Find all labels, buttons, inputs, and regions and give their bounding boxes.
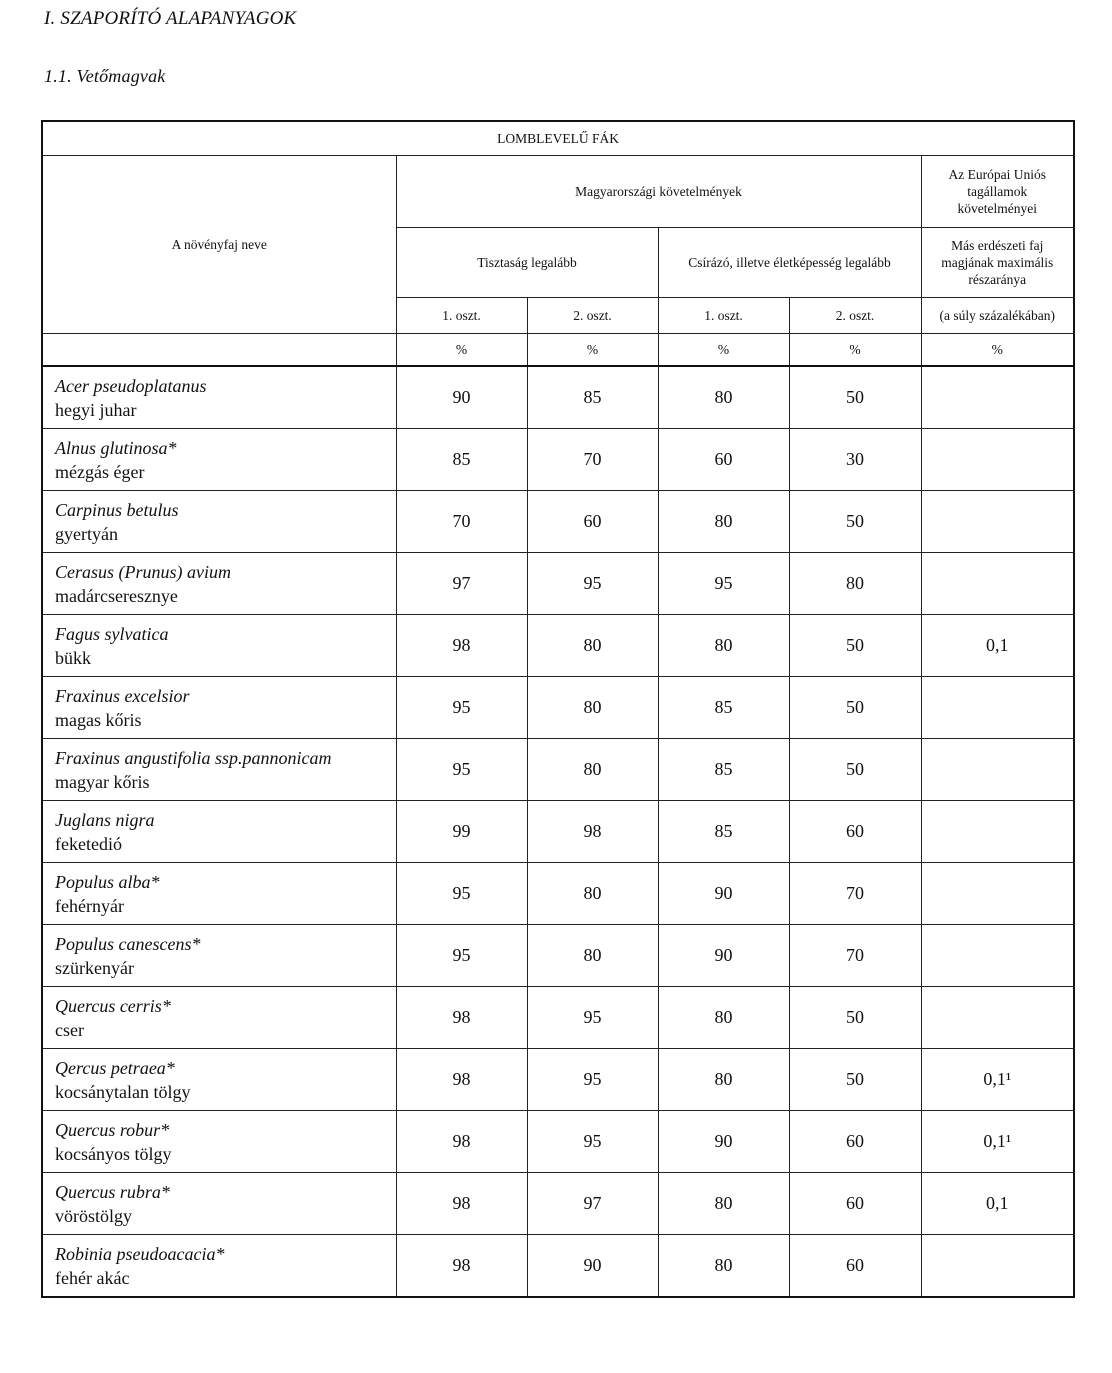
other-species-share-value — [921, 491, 1074, 553]
species-latin-name: Acer pseudoplatanus — [55, 375, 207, 396]
species-latin-name: Qercus petraea* — [55, 1057, 175, 1078]
table-row — [42, 1173, 1074, 1235]
table-row — [42, 429, 1074, 491]
purity-class2-value: 85 — [527, 366, 658, 429]
other-species-share-value — [921, 1235, 1074, 1298]
species-latin-name: Quercus rubra* — [55, 1181, 170, 1202]
species-hungarian-name: magyar kőris — [55, 771, 150, 792]
other-species-share-value: 0,1¹ — [921, 1111, 1074, 1173]
species-latin-name: Quercus cerris* — [55, 995, 171, 1016]
species-cell — [42, 1111, 396, 1173]
species-latin-name: Alnus glutinosa* — [55, 437, 177, 458]
purity-class1-value: 98 — [396, 1235, 527, 1298]
germination-class1-value: 95 — [658, 553, 789, 615]
other-species-share-value — [921, 863, 1074, 925]
other-species-share-value — [921, 739, 1074, 801]
germination-class2-value: 50 — [789, 366, 921, 429]
purity-class1-value: 99 — [396, 801, 527, 863]
unit-label: % — [527, 333, 658, 366]
species-cell — [42, 677, 396, 739]
germination-class2-value: 50 — [789, 987, 921, 1049]
species-cell — [42, 925, 396, 987]
species-hungarian-name: mézgás éger — [55, 461, 145, 482]
table-row — [42, 739, 1074, 801]
other-species-share-value — [921, 987, 1074, 1049]
species-latin-name: Cerasus (Prunus) avium — [55, 561, 231, 582]
species-cell — [42, 863, 396, 925]
species-hungarian-name: gyertyán — [55, 523, 118, 544]
species-hungarian-name: magas kőris — [55, 709, 142, 730]
purity-class2-value: 60 — [527, 491, 658, 553]
germination-class1-value: 90 — [658, 863, 789, 925]
species-hungarian-name: hegyi juhar — [55, 399, 137, 420]
species-cell — [42, 429, 396, 491]
germination-class1-value: 90 — [658, 925, 789, 987]
germination-class1-value: 90 — [658, 1111, 789, 1173]
table-row — [42, 1111, 1074, 1173]
species-cell — [42, 987, 396, 1049]
purity-class2-value: 98 — [527, 801, 658, 863]
species-hungarian-name: madárcseresznye — [55, 585, 178, 606]
germination-class1-value: 80 — [658, 615, 789, 677]
subsection-heading: 1.1. Vetőmagvak — [44, 66, 166, 86]
purity-class2-value: 80 — [527, 739, 658, 801]
purity-class2-value: 90 — [527, 1235, 658, 1298]
species-latin-name: Fraxinus angustifolia ssp.pannonicam — [55, 747, 332, 768]
hungarian-requirements-header: Magyarországi követelmények — [396, 155, 921, 227]
other-species-header: Más erdészeti faj magjának maximális részaránya — [921, 227, 1074, 297]
other-species-share-value — [921, 925, 1074, 987]
germination-class2-value: 50 — [789, 491, 921, 553]
eu-requirements-header: Az Európai Uniós tagállamok követelményei — [921, 155, 1074, 227]
seed-requirements-table — [41, 120, 1075, 1298]
species-cell — [42, 1049, 396, 1111]
other-species-share-value: 0,1 — [921, 615, 1074, 677]
germination-class2-value: 60 — [789, 1173, 921, 1235]
species-cell — [42, 366, 396, 429]
table-row — [42, 863, 1074, 925]
species-cell — [42, 553, 396, 615]
unit-label: % — [921, 333, 1074, 366]
germination-class2-value: 50 — [789, 739, 921, 801]
germination-class2-value: 70 — [789, 863, 921, 925]
table-row — [42, 366, 1074, 429]
germination-class2-value: 60 — [789, 801, 921, 863]
germination-class2-value: 60 — [789, 1235, 921, 1298]
germination-class2-value: 50 — [789, 615, 921, 677]
table-row — [42, 1049, 1074, 1111]
germination-class1-value: 80 — [658, 987, 789, 1049]
germination-header: Csírázó, illetve életképesség legalább — [658, 227, 921, 297]
other-species-share-value — [921, 677, 1074, 739]
purity-class1-header: 1. oszt. — [396, 297, 527, 333]
species-cell — [42, 1235, 396, 1298]
germination-class2-value: 60 — [789, 1111, 921, 1173]
germination-class2-value: 50 — [789, 677, 921, 739]
purity-class1-value: 95 — [396, 677, 527, 739]
germination-class2-value: 80 — [789, 553, 921, 615]
other-species-share-value — [921, 801, 1074, 863]
species-latin-name: Robinia pseudoacacia* — [55, 1243, 225, 1264]
germination-class1-value: 60 — [658, 429, 789, 491]
germination-class1-value: 80 — [658, 1173, 789, 1235]
table-row — [42, 615, 1074, 677]
germination-class1-value: 80 — [658, 1235, 789, 1298]
germination-class1-value: 85 — [658, 739, 789, 801]
purity-header: Tisztaság legalább — [396, 227, 658, 297]
other-species-share-value: 0,1 — [921, 1173, 1074, 1235]
purity-class1-value: 98 — [396, 987, 527, 1049]
germination-class1-header: 1. oszt. — [658, 297, 789, 333]
germination-class1-value: 80 — [658, 1049, 789, 1111]
species-latin-name: Carpinus betulus — [55, 499, 179, 520]
purity-class2-value: 95 — [527, 1049, 658, 1111]
species-cell — [42, 1173, 396, 1235]
other-species-share-value — [921, 366, 1074, 429]
species-latin-name: Fraxinus excelsior — [55, 685, 190, 706]
weight-percent-note: (a súly százalékában) — [921, 297, 1074, 333]
purity-class1-value: 98 — [396, 1049, 527, 1111]
species-cell — [42, 615, 396, 677]
germination-class1-value: 85 — [658, 801, 789, 863]
unit-label: % — [789, 333, 921, 366]
species-hungarian-name: fehérnyár — [55, 895, 124, 916]
purity-class1-value: 95 — [396, 739, 527, 801]
purity-class2-value: 97 — [527, 1173, 658, 1235]
species-cell — [42, 801, 396, 863]
purity-class1-value: 95 — [396, 863, 527, 925]
table-row — [42, 925, 1074, 987]
table-row — [42, 801, 1074, 863]
purity-class2-value: 95 — [527, 987, 658, 1049]
species-unit-cell — [42, 333, 396, 366]
purity-class2-value: 95 — [527, 1111, 658, 1173]
species-latin-name: Populus alba* — [55, 871, 160, 892]
species-hungarian-name: fehér akác — [55, 1267, 130, 1288]
purity-class1-value: 90 — [396, 366, 527, 429]
species-hungarian-name: vöröstölgy — [55, 1205, 133, 1226]
purity-class2-value: 80 — [527, 677, 658, 739]
germination-class2-value: 50 — [789, 1049, 921, 1111]
purity-class1-value: 95 — [396, 925, 527, 987]
species-latin-name: Quercus robur* — [55, 1119, 170, 1140]
table-row — [42, 677, 1074, 739]
species-latin-name: Juglans nigra — [55, 809, 155, 830]
germination-class2-header: 2. oszt. — [789, 297, 921, 333]
purity-class1-value: 98 — [396, 615, 527, 677]
unit-label: % — [396, 333, 527, 366]
species-cell — [42, 491, 396, 553]
table-row — [42, 553, 1074, 615]
table-row — [42, 1235, 1074, 1298]
species-cell — [42, 739, 396, 801]
purity-class1-value: 98 — [396, 1111, 527, 1173]
species-hungarian-name: kocsánytalan tölgy — [55, 1081, 191, 1102]
germination-class1-value: 85 — [658, 677, 789, 739]
germination-class2-value: 70 — [789, 925, 921, 987]
section-heading: I. SZAPORÍTÓ ALAPANYAGOK — [44, 8, 297, 29]
purity-class1-value: 98 — [396, 1173, 527, 1235]
table-title: LOMBLEVELŰ FÁK — [42, 121, 1074, 155]
purity-class2-value: 70 — [527, 429, 658, 491]
other-species-share-value: 0,1¹ — [921, 1049, 1074, 1111]
species-latin-name: Populus canescens* — [55, 933, 201, 954]
table-row — [42, 491, 1074, 553]
species-hungarian-name: cser — [55, 1019, 84, 1040]
species-latin-name: Fagus sylvatica — [55, 623, 169, 644]
purity-class1-value: 85 — [396, 429, 527, 491]
unit-label: % — [658, 333, 789, 366]
germination-class1-value: 80 — [658, 491, 789, 553]
other-species-share-value — [921, 553, 1074, 615]
species-column-header: A növényfaj neve — [42, 155, 396, 333]
purity-class1-value: 97 — [396, 553, 527, 615]
purity-class2-value: 80 — [527, 863, 658, 925]
germination-class2-value: 30 — [789, 429, 921, 491]
purity-class2-value: 80 — [527, 615, 658, 677]
germination-class1-value: 80 — [658, 366, 789, 429]
purity-class2-value: 80 — [527, 925, 658, 987]
other-species-share-value — [921, 429, 1074, 491]
purity-class2-header: 2. oszt. — [527, 297, 658, 333]
species-hungarian-name: szürkenyár — [55, 957, 134, 978]
species-hungarian-name: feketedió — [55, 833, 122, 854]
species-hungarian-name: bükk — [55, 647, 91, 668]
species-hungarian-name: kocsányos tölgy — [55, 1143, 172, 1164]
table-row — [42, 987, 1074, 1049]
purity-class1-value: 70 — [396, 491, 527, 553]
purity-class2-value: 95 — [527, 553, 658, 615]
